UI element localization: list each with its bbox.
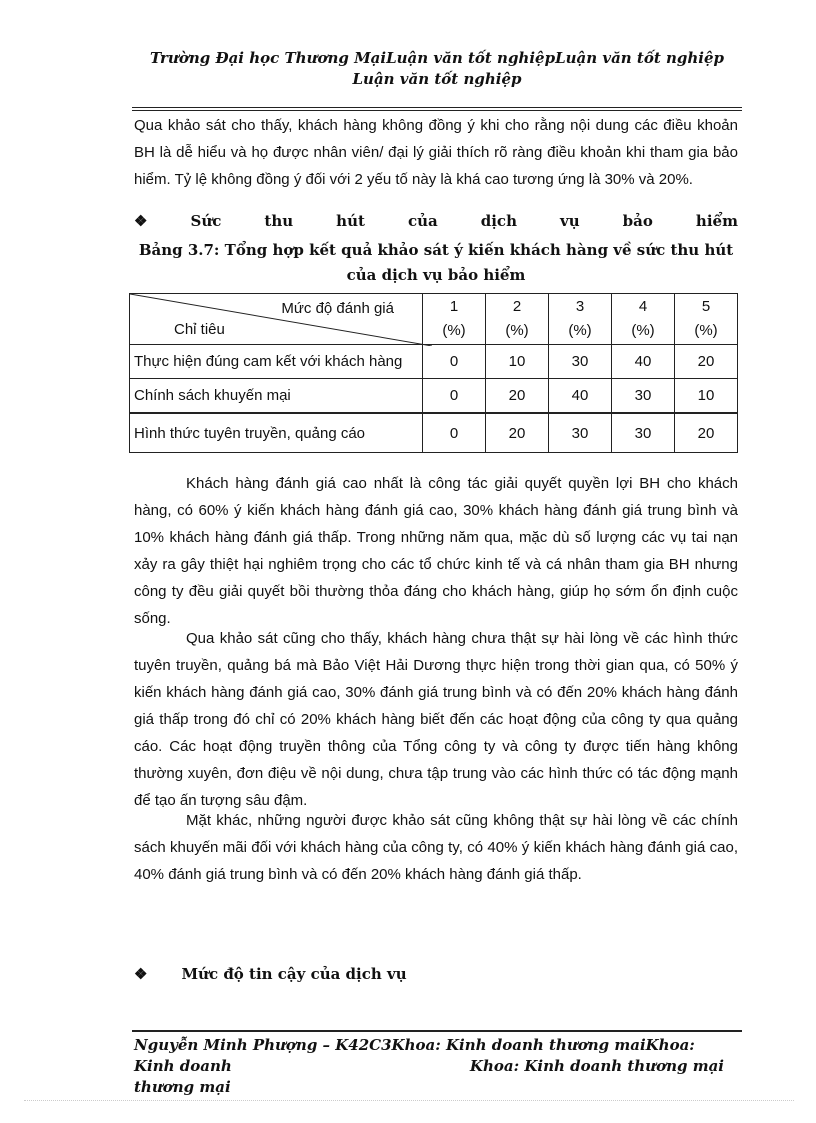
level-header [675,294,738,345]
table-cell: 20 [675,345,738,379]
header-rule [132,107,742,111]
row-label: Chính sách khuyến mại [130,379,423,414]
row-label: Hình thức tuyên truyền, quảng cáo [130,413,423,453]
heading-word: Sức [190,212,222,230]
diamond-bullet-icon: ❖ [134,212,148,230]
table-cell: 40 [612,345,675,379]
heading-word: của [407,212,438,230]
header-line-1: Trường Đại học Thương MạiLuận văn tốt nghiệpLuận văn tốt nghiệp [149,49,725,67]
paragraph-1: Qua khảo sát cho thấy, khách hàng không đồng ý khi cho rằng nội dung các điều khoản BH là dễ hiểu và họ được nhân viên/ đại lý giải thích rõ ràng điều khoản khi tham gia bảo hiểm. Tỷ lệ không đồng ý đối với 2 yếu tố này là khá cao tương ứng là 30% và 20%. [134,117,738,188]
page-header [132,48,742,90]
criteria-level-label: Mức độ đánh giá [281,300,394,317]
level-unit: (%) [442,322,466,339]
table-cell: 0 [423,345,486,379]
header-line-2: Luận văn tốt nghiệp [352,70,522,88]
level-number: 3 [575,298,585,315]
row-label: Thực hiện đúng cam kết với khách hàng [130,345,423,379]
level-number: 1 [449,298,459,315]
diamond-bullet-icon: ❖ [134,965,148,983]
page-bottom-border [24,1100,794,1101]
level-number: 2 [512,298,522,315]
section-title: Mức độ tin cậy của dịch vụ [181,965,407,983]
table-row [130,413,738,453]
paragraph-3: Qua khảo sát cũng cho thấy, khách hàng chưa thật sự hài lòng về các hình thức tuyên truyền, quảng bá mà Bảo Việt Hải Dương thực hiện trong thời gian qua, có 50% ý kiến khách hàng đánh giá cao, 30% đánh giá trung bình và có đến 20% khách hàng đánh giá thấp trong đó chỉ có 20% khách hàng biết đến các hoạt động của công ty qua quảng cáo. Các hoạt động truyền thông của Tổng công ty và công ty được tiến hàng không thường xuyên, đơn điệu về nội dung, chưa tập trung vào các hình thức có tác động mạnh để tạo ấn tượng sâu đậm. [134,630,738,809]
table-cell: 10 [486,345,549,379]
table-cell: 30 [612,413,675,453]
table-cell: 30 [549,345,612,379]
page-footer [134,1035,738,1098]
level-number: 5 [701,298,711,315]
heading-word: hiểm [695,212,738,230]
level-unit: (%) [631,322,655,339]
heading-word: thu [264,212,294,230]
level-number: 4 [638,298,648,315]
paragraph-4: Mặt khác, những người được khảo sát cũng không thật sự hài lòng về các chính sách khuyến mãi đối với khách hàng của công ty, có 40% ý kiến khách hàng đánh giá cao, 40% đánh giá trung bình và có đến 20% khách hàng đánh giá thấp. [134,812,738,883]
diagonal-header-cell [130,294,423,345]
table-cell: 30 [612,379,675,414]
footer-rule [132,1030,742,1032]
heading-word: hút [336,212,365,230]
heading-word: vụ [560,212,580,230]
footer-line-2-right: Khoa: Kinh doanh thương mại [469,1057,724,1075]
criteria-label: Chỉ tiêu [174,321,225,338]
table-cell: 20 [675,413,738,453]
footer-line-1: Nguyễn Minh Phượng – K42C3Khoa: Kinh doanh thương maiKhoa: Kinh doanh [134,1036,695,1075]
table-cell: 10 [675,379,738,414]
level-header [549,294,612,345]
section-heading-reliability [134,965,738,983]
table-row [130,379,738,414]
heading-word: bảo [622,212,653,230]
paragraph-2: Khách hàng đánh giá cao nhất là công tác giải quyết quyền lợi BH cho khách hàng, có 60% ý kiến khách hàng đánh giá cao, 30% khách hàng đánh giá trung bình và 10% khách hàng đánh giá thấp. Trong những năm qua, mặc dù số lượng các vụ tai nạn xảy ra gây thiệt hại nghiêm trọng cho các tổ chức kinh tế và cá nhân tham gia BH nhưng công ty đều giải quyết bồi thường thỏa đáng cho khách hàng, giúp họ sớm ổn định cuộc sống. [134,475,738,627]
table-cell: 0 [423,379,486,414]
level-unit: (%) [505,322,529,339]
survey-table [129,293,738,453]
level-header [486,294,549,345]
table-cell: 20 [486,379,549,414]
heading-word: dịch [480,212,517,230]
table-caption: Bảng 3.7: Tổng hợp kết quả khảo sát ý kiến khách hàng về sức thu hút của dịch vụ bảo hiểm [138,241,734,284]
table-cell: 20 [486,413,549,453]
table-row [130,345,738,379]
table-cell: 30 [549,413,612,453]
section-heading-attraction [134,212,738,230]
level-unit: (%) [694,322,718,339]
footer-line-2-left: thương mại [134,1078,231,1096]
level-header [612,294,675,345]
level-unit: (%) [568,322,592,339]
table-header-row [130,294,738,345]
table-cell: 0 [423,413,486,453]
table-cell: 40 [549,379,612,414]
